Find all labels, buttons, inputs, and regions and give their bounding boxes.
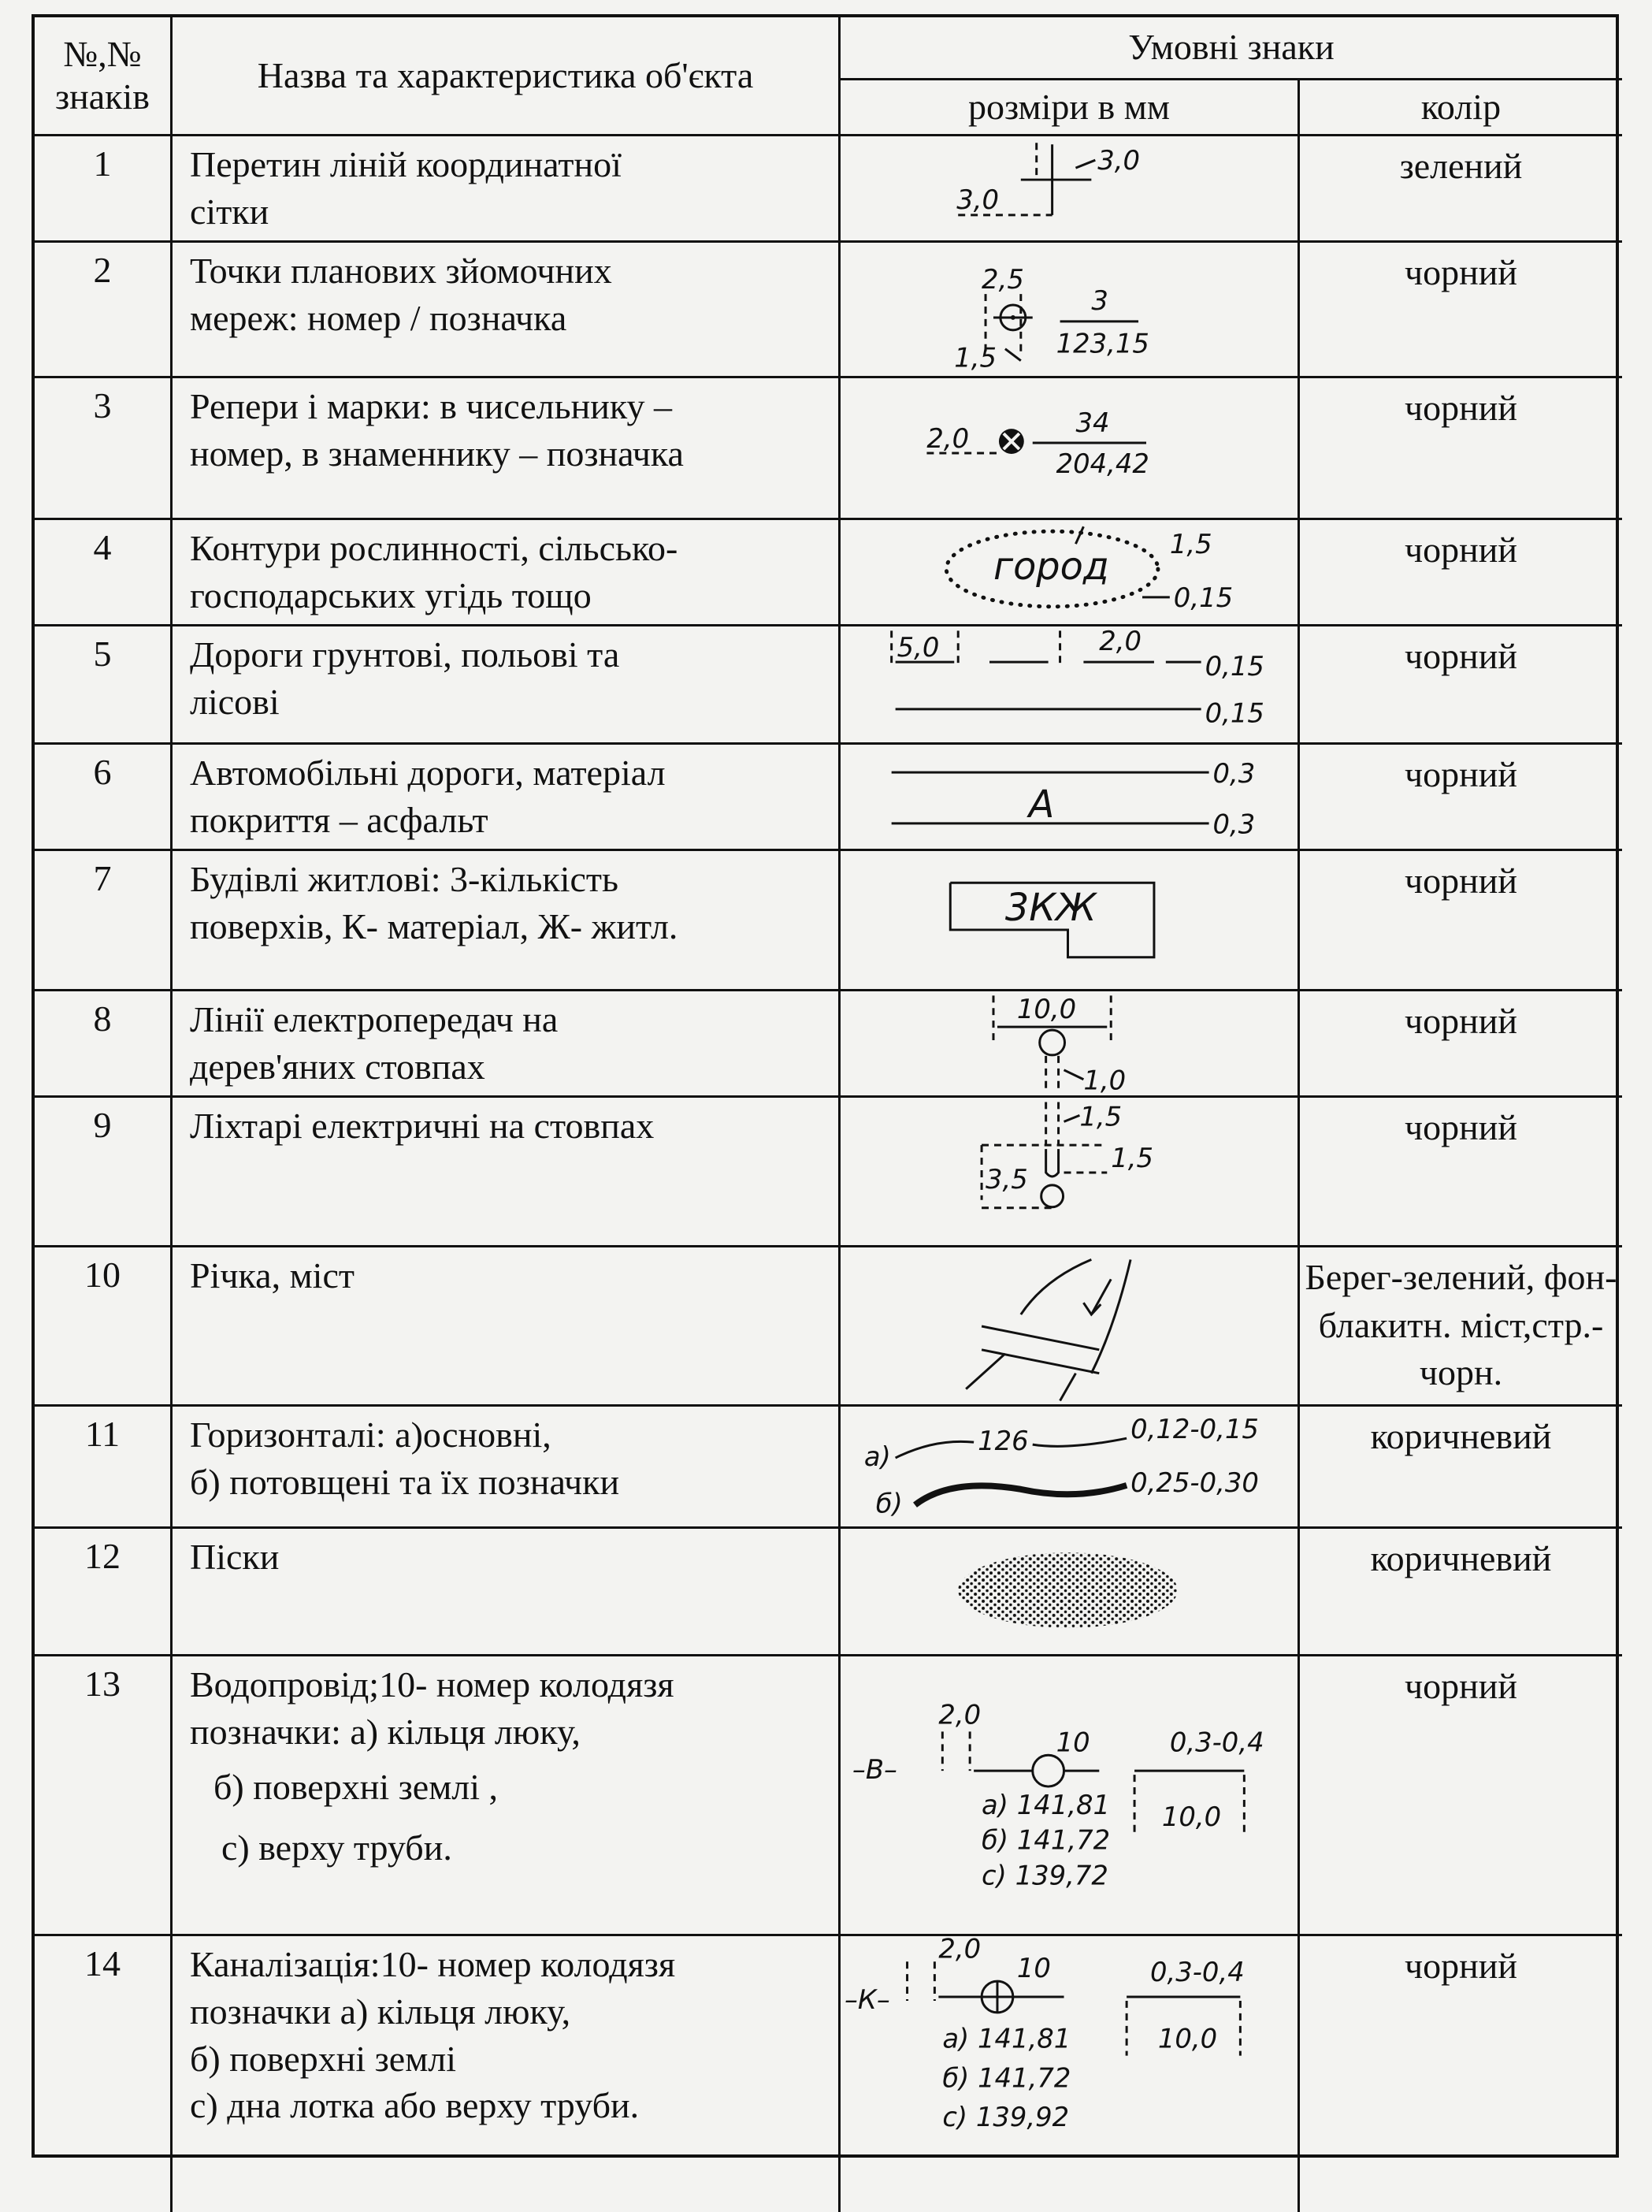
svg-text:0,12-0,15: 0,12-0,15 — [1130, 1414, 1259, 1445]
row-number: 6 — [35, 745, 173, 851]
svg-text:3,0: 3,0 — [1097, 145, 1141, 177]
svg-text:0,15: 0,15 — [1173, 582, 1234, 613]
svg-text:2,0: 2,0 — [938, 1936, 982, 1965]
header-sizes: розміри в мм — [841, 80, 1300, 136]
svg-text:2,5: 2,5 — [982, 264, 1024, 296]
svg-text:–К–: –К– — [844, 1983, 890, 2015]
header-signs: Умовні знаки — [841, 17, 1622, 80]
symbol-sewerage — [841, 1936, 1300, 2212]
row-color: чорний — [1300, 626, 1622, 745]
svg-text:с) 139,92: с) 139,92 — [942, 2102, 1070, 2133]
row-name: Будівлі житлові: 3-кількість поверхів, К- матеріал, Ж- житл. — [173, 851, 841, 991]
row-name: Річка, міст — [173, 1247, 841, 1407]
svg-text:0,3-0,4: 0,3-0,4 — [1169, 1727, 1264, 1758]
header-color: колір — [1300, 80, 1622, 136]
row-name: Лінії електропередач на дерев'яних стовпах — [173, 991, 841, 1098]
symbol-highway — [841, 745, 1300, 851]
svg-text:б): б) — [875, 1488, 903, 1519]
symbol-dirt-road — [841, 626, 1300, 745]
svg-text:–В–: –В– — [852, 1754, 897, 1786]
symbol-contour-lines — [841, 1407, 1300, 1529]
row-color: коричневий — [1300, 1529, 1622, 1656]
row-color: зелений — [1300, 136, 1622, 243]
symbol-grid-cross — [841, 136, 1300, 243]
symbol-benchmark — [841, 378, 1300, 520]
symbol-water-pipe — [841, 1656, 1300, 1936]
svg-text:0,15: 0,15 — [1205, 697, 1264, 729]
svg-text:3: 3 — [1091, 284, 1108, 316]
svg-text:А: А — [1028, 783, 1055, 827]
svg-text:1,0: 1,0 — [1083, 1065, 1127, 1095]
svg-text:2,0: 2,0 — [938, 1699, 982, 1731]
row-color: чорний — [1300, 243, 1622, 378]
svg-text:1,5: 1,5 — [1111, 1143, 1154, 1174]
svg-text:3КЖ: 3КЖ — [1004, 886, 1097, 930]
svg-text:204,42: 204,42 — [1056, 448, 1149, 479]
svg-text:3,5: 3,5 — [986, 1163, 1028, 1195]
row-number: 9 — [35, 1098, 173, 1247]
svg-text:город: город — [993, 545, 1109, 589]
svg-text:2,0: 2,0 — [926, 423, 970, 455]
row-name: Горизонталі: а)основні, б) потовщені та їх позначки — [173, 1407, 841, 1529]
row-number: 4 — [35, 520, 173, 626]
row-color: чорний — [1300, 851, 1622, 991]
svg-text:а): а) — [863, 1441, 891, 1473]
svg-text:2,0: 2,0 — [1099, 626, 1142, 657]
row-color: Берег-зелений, фон- блакитн. міст,стр.-чорн. — [1300, 1247, 1622, 1407]
symbol-survey-point — [841, 243, 1300, 378]
svg-text:б) 141,72: б) 141,72 — [982, 1824, 1111, 1856]
row-number: 8 — [35, 991, 173, 1098]
header-name: Назва та характеристика об'єкта — [173, 17, 841, 136]
row-name: Точки планових зйомочних мереж: номер / позначка — [173, 243, 841, 378]
row-number: 3 — [35, 378, 173, 520]
row-color: коричневий — [1300, 1407, 1622, 1529]
row-number: 13 — [35, 1656, 173, 1936]
svg-text:10,0: 10,0 — [1161, 1801, 1222, 1832]
row-color: чорний — [1300, 520, 1622, 626]
row-color: чорний — [1300, 378, 1622, 520]
svg-text:1,5: 1,5 — [954, 342, 997, 374]
symbol-vegetation-contour — [841, 520, 1300, 626]
symbol-street-lamp — [841, 1098, 1300, 1247]
svg-text:0,15: 0,15 — [1205, 651, 1264, 682]
row-name: Дороги грунтові, польові та лісові — [173, 626, 841, 745]
svg-text:а) 141,81: а) 141,81 — [982, 1789, 1111, 1820]
svg-text:10: 10 — [1056, 1727, 1090, 1758]
row-number: 1 — [35, 136, 173, 243]
svg-text:а) 141,81: а) 141,81 — [942, 2023, 1071, 2054]
row-number: 5 — [35, 626, 173, 745]
svg-text:0,3: 0,3 — [1212, 758, 1256, 790]
svg-text:1,5: 1,5 — [1169, 529, 1212, 560]
svg-text:123,15: 123,15 — [1056, 328, 1149, 359]
row-number: 2 — [35, 243, 173, 378]
svg-text:0,3: 0,3 — [1212, 809, 1256, 840]
svg-text:10: 10 — [1016, 1953, 1051, 1984]
row-number: 14 — [35, 1936, 173, 2212]
svg-text:34: 34 — [1075, 407, 1110, 439]
svg-text:5,0: 5,0 — [897, 632, 940, 664]
row-name: Ліхтарі електричні на стовпах — [173, 1098, 841, 1247]
row-color: чорний — [1300, 991, 1622, 1098]
svg-text:0,25-0,30: 0,25-0,30 — [1130, 1467, 1259, 1498]
svg-text:0,3-0,4: 0,3-0,4 — [1149, 1957, 1245, 1988]
svg-text:б) 141,72: б) 141,72 — [942, 2062, 1071, 2094]
row-name: Піски — [173, 1529, 841, 1656]
svg-text:10,0: 10,0 — [1016, 994, 1077, 1025]
row-number: 12 — [35, 1529, 173, 1656]
row-name: Перетин ліній координатної сітки — [173, 136, 841, 243]
symbol-river-bridge — [841, 1247, 1300, 1407]
symbol-sands — [841, 1529, 1300, 1656]
svg-text:126: 126 — [978, 1426, 1029, 1457]
svg-text:10,0: 10,0 — [1157, 2023, 1218, 2054]
row-name: Репери і марки: в чисельнику – номер, в знаменнику – позначка — [173, 378, 841, 520]
symbol-power-line — [841, 991, 1300, 1098]
row-number: 10 — [35, 1247, 173, 1407]
row-name: Автомобільні дороги, матеріал покриття – асфальт — [173, 745, 841, 851]
row-number: 7 — [35, 851, 173, 991]
symbol-residential-building — [841, 851, 1300, 991]
row-color: чорний — [1300, 1098, 1622, 1247]
header-number: №,№ знаків — [35, 17, 173, 136]
conventional-signs-table — [32, 14, 1619, 2158]
row-color: чорний — [1300, 745, 1622, 851]
svg-text:3,0: 3,0 — [956, 184, 1000, 215]
row-name: Каналізація:10- номер колодязя позначки а) кільця люку, б) поверхні землі с) дна лотка або верху труби. — [173, 1936, 841, 2212]
svg-text:с) 139,72: с) 139,72 — [982, 1860, 1108, 1891]
row-color: чорний — [1300, 1656, 1622, 1936]
row-name: Контури рослинності, сільсько- господарських угідь тощо — [173, 520, 841, 626]
svg-text:1,5: 1,5 — [1079, 1101, 1123, 1132]
row-number: 11 — [35, 1407, 173, 1529]
row-name: Водопровід;10- номер колодязя позначки: а) кільця люку, б) поверхні землі , с) верху труби. — [173, 1656, 841, 1936]
row-color: чорний — [1405, 1946, 1517, 1986]
